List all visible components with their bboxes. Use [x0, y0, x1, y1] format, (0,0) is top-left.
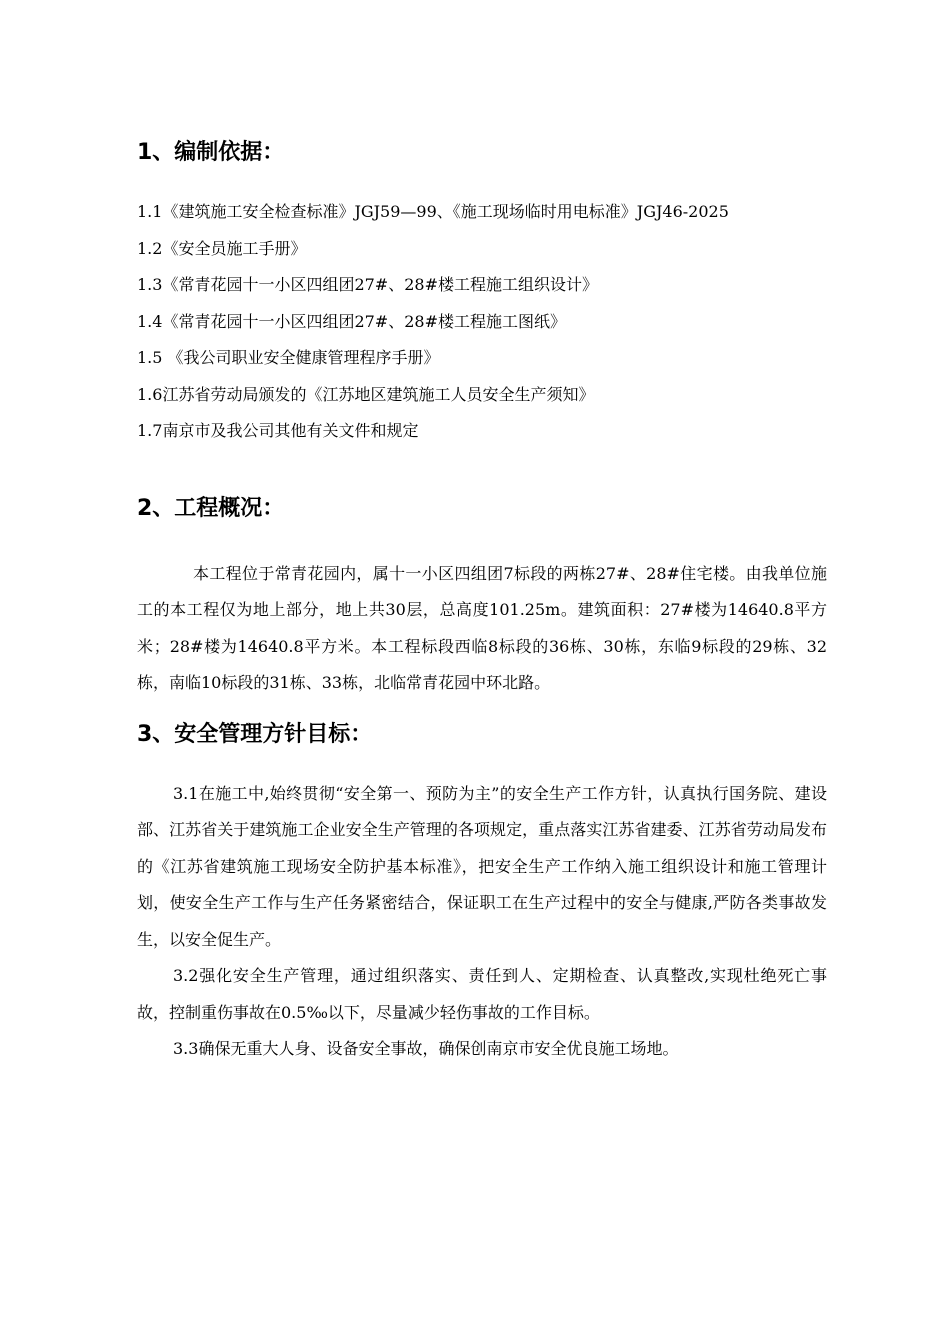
reference-item: 1.6江苏省劳动局颁发的《江苏地区建筑施工人员安全生产须知》 — [137, 384, 595, 404]
reference-item: 1.3《常青花园十一小区四组团27#、28#楼工程施工组织设计》 — [137, 275, 598, 294]
reference-item: 1.2《安全员施工手册》 — [137, 238, 307, 258]
section-1-heading: 1、编制依据： — [137, 140, 285, 165]
reference-item: 1.7南京市及我公司其他有关文件和规定 — [137, 421, 419, 440]
reference-list — [137, 194, 827, 450]
section-3-heading: 3、安全管理方针目标： — [137, 721, 373, 747]
reference-item: 1.4《常青花园十一小区四组团27#、28#楼工程施工图纸》 — [137, 311, 566, 331]
document-body — [137, 132, 827, 1068]
project-overview-paragraph: 本工程位于常青花园内，属十一小区四组团7标段的两栋27#、28#住宅楼。由我单位施工的本工程仅为地上部分，地上共30层，总高度101.25m。建筑面积：27#楼为14640.8平方米；28#楼为14640.8平方米。本工程标段西临8标段的36栋、30栋，东临9标段的29栋、32栋，南临10标段的31栋、33栋，北临常青花园中环北路。 — [137, 563, 827, 692]
safety-goal-paragraph: 3.3确保无重大人身、设备安全事故，确保创南京市安全优良施工场地。 — [173, 1039, 679, 1058]
section-2-heading: 2、工程概况： — [137, 495, 285, 521]
reference-item: 1.5 《我公司职业安全健康管理程序手册》 — [137, 348, 440, 367]
reference-item: 1.1《建筑施工安全检查标准》JGJ59—99、《施工现场临时用电标准》JGJ46-2025 — [137, 202, 729, 221]
safety-goal-paragraph: 3.1在施工中,始终贯彻“安全第一、预防为主”的安全生产工作方针，认真执行国务院、建设部、江苏省关于建筑施工企业安全生产管理的各项规定，重点落实江苏省建委、江苏省劳动局发布的《江苏省建筑施工现场安全防护基本标准》，把安全生产工作纳入施工组织设计和施工管理计划，使安全生产工作与生产任务紧密结合，保证职工在生产过程中的安全与健康,严防各类事故发生，以安全促生产。 — [137, 783, 827, 949]
safety-goal-paragraph: 3.2强化安全生产管理，通过组织落实、责任到人、定期检查、认真整改,实现杜绝死亡事故，控制重伤事故在0.5‰以下，尽量减少轻伤事故的工作目标。 — [137, 966, 827, 1022]
